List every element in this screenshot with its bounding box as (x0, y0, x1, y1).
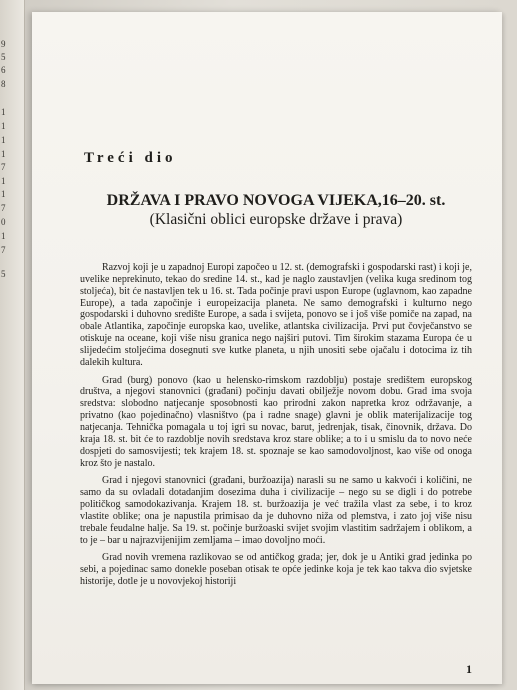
page-number: 1 (466, 662, 472, 676)
edge-mark: 7 (1, 203, 6, 213)
edge-mark: 1 (1, 149, 6, 159)
edge-mark: 7 (1, 245, 6, 255)
previous-page-edge (0, 0, 25, 690)
edge-mark: 7 (1, 162, 6, 172)
edge-mark: 9 (1, 39, 6, 49)
edge-mark: 8 (1, 79, 6, 89)
edge-mark: 1 (1, 231, 6, 241)
paragraph: Razvoj koji je u zapadnoj Europi započeo u 12. st. (demografski i gospodarski rast) i koji je, uvelike neprekinuto, tekao do sredine 14. st., kad je naglo zaustavljen (velika kuga sredinom tog stoljeća), bit će nastavljen tek u 16. st. Tada počinje pravi uspon Europe (uglavnom, kao zapadne Europe), a tada započinje i europeizacija planeta. Ne samo demografski i kulturno nego gospodarski i duhovno središte Europe, a sada i svijeta, ponovo se i još više pomiče na zapad, na obale Atlantika, započinje europska kao, uvelike, atlantska civilizacija. Prvi put čovječanstvo se otiskuje na oceane, koji više nisu granica nego najširi putovi. Tim širokim stazama Europa će u slijedećim stoljećima dosegnuti sve kutke planeta, u njih unositi sebe ojačalu i dotocima iz tih dalekih kultura. (80, 262, 472, 368)
edge-mark: 5 (1, 269, 6, 279)
part-label: Treći dio (84, 150, 177, 166)
edge-mark: 1 (1, 107, 6, 117)
edge-mark: 1 (1, 121, 6, 131)
book-page (32, 12, 502, 684)
edge-mark: 1 (1, 135, 6, 145)
paragraph: Grad novih vremena razlikovao se od antičkog grada; jer, dok je u Antiki grad jedinka po sebi, a pojedinac samo donekle poseban otisak te opće jedinke koja je tek kao takva dio svjetske historije, dotle je u novovjekoj historiji (80, 552, 472, 588)
paragraph: Grad (burg) ponovo (kao u helensko-rimskom razdoblju) postaje središtem europskog društva, a njegovi stanovnici (građani) počinju davati obilježje novom dobu. Grad ima svoja sredstva: slobodno natjecanje sposobnosti kao prirodni zakon napretka kroz održavanje, a privatno (kao pojedinačno) vlasništvo (pa i radne snage) glavni je oblik materijalizacije tog natjecanja. Tehnička pomagala u toj igri su novac, barut, jedrenjak, tisak, činovnik, država. Do kraja 18. st. bit će to razdoblje novih sredstava kroz stare oblike; a to i u smislu da to novo neće dospjeti do samosvijesti; tek krajem 18. st. spoznaje se kao samodovoljnost, kao više od onoga kroz što je nastalo. (80, 374, 472, 469)
body-text (80, 262, 472, 594)
paragraph: Grad i njegovi stanovnici (građani, buržoazija) narasli su ne samo u kakvoći i količini, ne samo da su ovladali dotadanjim dosezima duha i civilizacije – nego su se digli i do potrebe političkog samodokazivanja. Krajem 18. st. buržoazija je već tražila vlast za sebe, i to kroz vlastite oblike; ona je napustila primisao da je duhovno niža od plemstva, i zato joj više nisu trebale feudalne halje. Sa 19. st. počinje buržoaski svijet svojim vlastitim sadržajem i oblikom, a to je – bar u najrazvijenijim zemljama – imao dovoljno moći. (80, 475, 472, 546)
edge-mark: 1 (1, 189, 6, 199)
edge-mark: 1 (1, 176, 6, 186)
edge-mark: 0 (1, 217, 6, 227)
edge-mark: 5 (1, 52, 6, 62)
chapter-subtitle: (Klasični oblici europske države i prava) (149, 211, 403, 228)
chapter-title: DRŽAVA I PRAVO NOVOGA VIJEKA,16–20. st. (106, 192, 446, 209)
edge-mark: 6 (1, 65, 6, 75)
